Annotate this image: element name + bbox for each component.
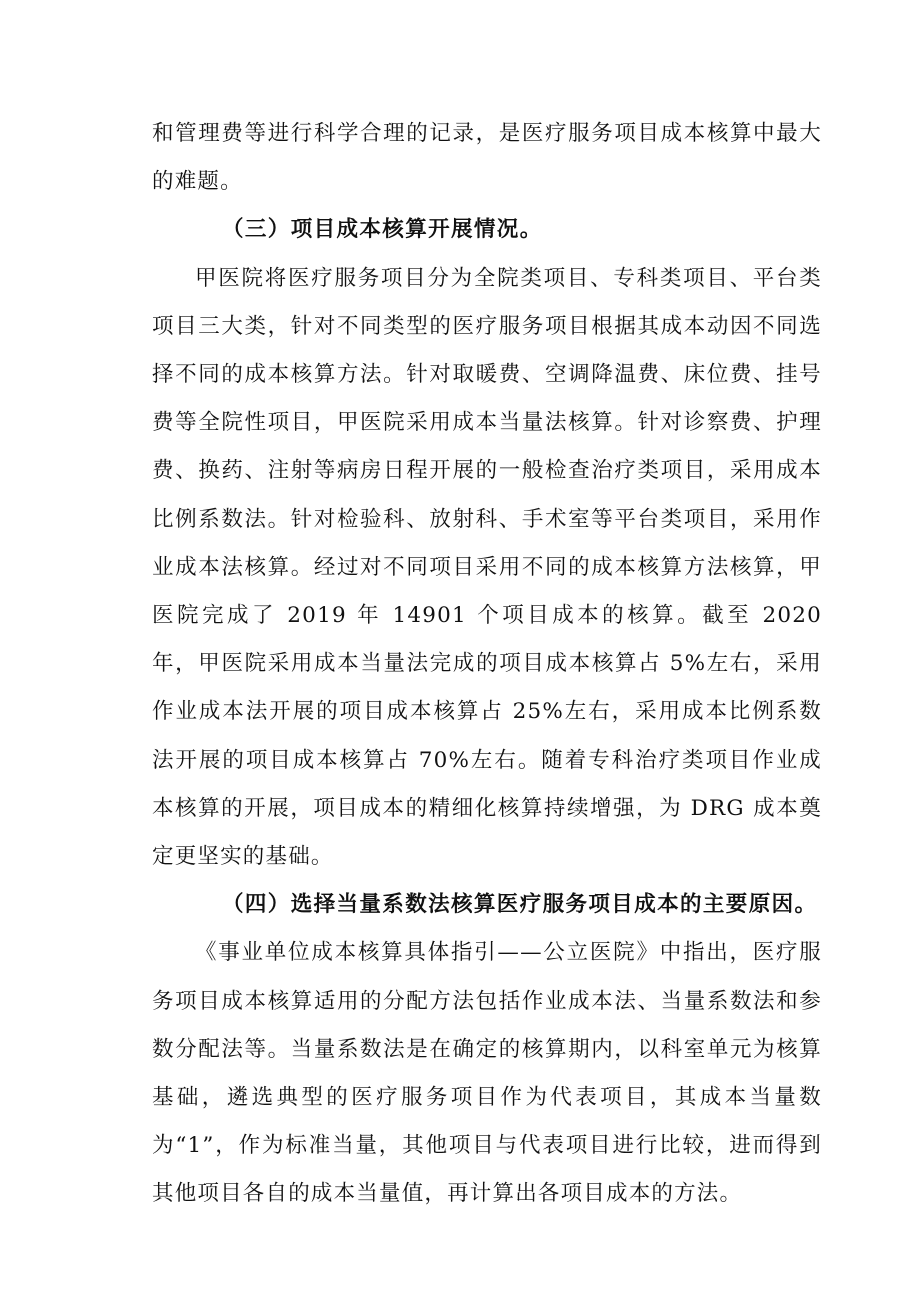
paragraph-equivalent-coefficient: 《事业单位成本核算具体指引——公立医院》中指出，医疗服务项目成本核算适用的分配方法包括作业成本法、当量系数法和参数分配法等。当量系数法是在确定的核算期内，以科室单元为核算基础，遴选典型的医疗服务项目作为代表项目，其成本当量数为“1”，作为标准当量，其他项目与代表项目进行比较，进而得到其他项目各自的成本当量值，再计算出各项目成本的方法。 <box>152 940 822 1207</box>
section-heading-3: （三）项目成本核算开展情况。 <box>222 217 543 243</box>
paragraph-project-costing: 甲医院将医疗服务项目分为全院类项目、专科类项目、平台类项目三大类，针对不同类型的医疗服务项目根据其成本动因不同选择不同的成本核算方法。针对取暖费、空调降温费、床位费、挂号费等全院性项目，甲医院采用成本当量法核算。针对诊察费、护理费、换药、注射等病房日程开展的一般检查治疗类项目，采用成本比例系数法。针对检验科、放射科、手术室等平台类项目，采用作业成本法核算。经过对不同项目采用不同的成本核算方法核算，甲医院完成了 2019 年 14901 个项目成本的核算。截至 2020 年，甲医院采用成本当量法完成的项目成本核算占 5%左右，采用作业成本法开展的项目成本核算占 25%左右，采用成本比例系数法开展的项目成本核算占 70%左右。随着专科治疗类项目作业成本核算的开展，项目成本的精细化核算持续增强，为 DRG 成本奠定更坚实的基础。 <box>152 265 822 870</box>
section-heading-4: （四）选择当量系数法核算医疗服务项目成本的主要原因。 <box>222 892 818 918</box>
paragraph-difficulty: 和管理费等进行科学合理的记录，是医疗服务项目成本核算中最大的难题。 <box>152 121 822 195</box>
document-page <box>152 110 822 1219</box>
